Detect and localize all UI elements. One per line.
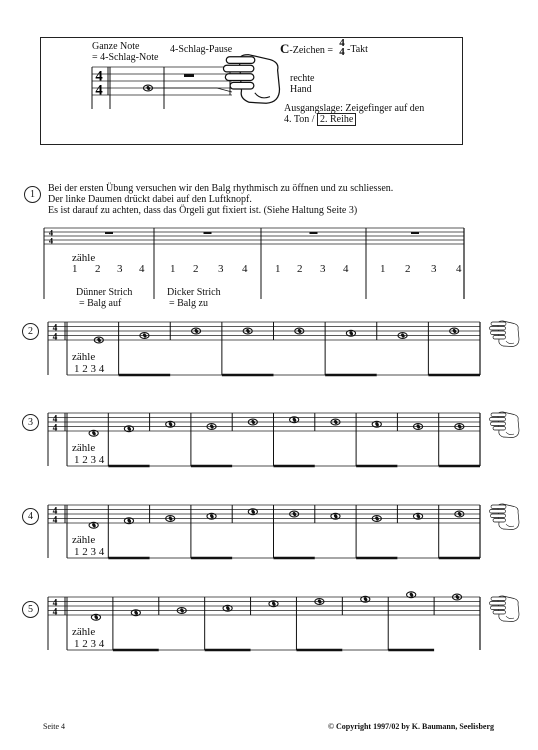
count-number: 4 <box>343 263 349 275</box>
time-signature-bottom: 4 <box>52 332 58 343</box>
count-number: 4 <box>242 263 248 275</box>
time-signature-top: 4 <box>52 598 58 609</box>
exercise-4-staff <box>48 505 538 575</box>
hand-icon <box>490 504 520 530</box>
whole-rest <box>411 232 419 234</box>
hand-icon <box>490 596 520 622</box>
time-signature-bottom: 4 <box>95 82 103 99</box>
time-denominator: 4 <box>339 46 345 58</box>
whole-rest <box>105 232 113 234</box>
exercise1-line-2: Der linke Daumen drückt dabei auf den Luftknopf. <box>48 194 252 205</box>
count-number: 2 <box>405 263 411 275</box>
thick-line-label-1: Dicker Strich <box>167 287 221 298</box>
start-position-line-1: Ausgangslage: Zeigefinger auf den <box>284 103 425 114</box>
count-number: 1 <box>170 263 176 275</box>
count-number: 3 <box>320 263 326 275</box>
copyright: © Copyright 1997/02 by K. Baumann, Seelisberg <box>328 722 494 731</box>
count-number: 3 <box>218 263 224 275</box>
count-word: zähle <box>72 534 96 546</box>
right-hand-label-2: Hand <box>290 84 312 95</box>
hand-icon-wrap <box>490 321 520 347</box>
time-signature-top: 4 <box>95 68 103 85</box>
count-word: zähle <box>72 442 96 454</box>
count-numbers: 1 2 3 4 <box>74 454 105 466</box>
row-box: 2. Reihe <box>317 113 356 126</box>
time-signature-bottom: 4 <box>52 607 58 618</box>
exercise-2-staff <box>48 322 538 392</box>
count-word: zähle <box>72 626 96 638</box>
thin-line-label-1: Dünner Strich <box>76 287 133 298</box>
count-number: 4 <box>456 263 462 275</box>
count-number: 2 <box>193 263 199 275</box>
page-number: Seite 4 <box>43 722 65 731</box>
time-signature-bottom: 4 <box>48 236 54 246</box>
count-number: 1 <box>380 263 386 275</box>
count-number: 3 <box>431 263 437 275</box>
exercise-number-3: 3 <box>22 414 39 431</box>
count-numbers: 1 2 3 4 <box>74 546 105 558</box>
start-position-line-2: 4. Ton / <box>284 114 315 125</box>
count-number: 1 <box>72 263 78 275</box>
time-signature-top: 4 <box>48 228 54 238</box>
hand-icon-wrap <box>490 596 520 622</box>
exercise-number-2: 2 <box>22 323 39 340</box>
rest-label: 4-Schlag-Pause <box>170 44 233 55</box>
time-signature-top: 4 <box>52 414 58 425</box>
thin-line-label-2: = Balg auf <box>79 298 122 309</box>
hand-icon <box>223 55 279 104</box>
hand-icon-wrap <box>490 412 520 438</box>
time-signature-bottom: 4 <box>52 423 58 434</box>
count-number: 2 <box>95 263 101 275</box>
time-numerator: 4 <box>339 37 345 49</box>
time-signature-top: 4 <box>52 323 58 334</box>
exercise-3-staff <box>48 413 538 483</box>
whole-note <box>91 614 100 620</box>
count-number: 3 <box>117 263 123 275</box>
count-numbers: 1 2 3 4 <box>74 638 105 650</box>
thick-line-label-2: = Balg zu <box>169 298 208 309</box>
exercise-number-4: 4 <box>22 508 39 525</box>
hand-icon-wrap <box>490 504 520 530</box>
count-word-1: zähle <box>72 252 96 264</box>
exercise1-line-1: Bei der ersten Übung versuchen wir den Balg rhythmisch zu öffnen und zu schliessen. <box>48 183 394 194</box>
whole-rest <box>310 232 318 234</box>
whole-note <box>89 430 98 436</box>
count-word: zähle <box>72 351 96 363</box>
hand-icon <box>218 49 280 107</box>
hand-icon <box>490 321 520 347</box>
right-hand-label-1: rechte <box>290 73 315 84</box>
c-sign-text: -Zeichen = <box>289 45 334 56</box>
count-number: 2 <box>297 263 303 275</box>
exercise-number-5: 5 <box>22 601 39 618</box>
whole-rest <box>184 74 194 77</box>
whole-note <box>89 522 98 528</box>
count-numbers: 1 2 3 4 <box>74 363 105 375</box>
whole-rest <box>204 232 212 234</box>
count-number: 1 <box>275 263 281 275</box>
whole-note-label: Ganze Note <box>92 41 140 52</box>
count-number: 4 <box>139 263 145 275</box>
whole-note-equals: = 4-Schlag-Note <box>92 52 159 63</box>
time-signature-top: 4 <box>52 506 58 517</box>
exercise-number-1: 1 <box>24 186 41 203</box>
c-time-symbol: C <box>280 41 290 56</box>
takt-text: -Takt <box>347 44 368 55</box>
time-signature-bottom: 4 <box>52 515 58 526</box>
exercise-5-staff <box>48 597 538 667</box>
exercise1-line-3: Es ist darauf zu achten, dass das Örgeli gut fixiert ist. (Siehe Haltung Seite 3) <box>48 205 358 216</box>
hand-icon <box>490 412 520 438</box>
exercise1-staff <box>44 228 474 290</box>
legend-staff <box>92 67 232 111</box>
